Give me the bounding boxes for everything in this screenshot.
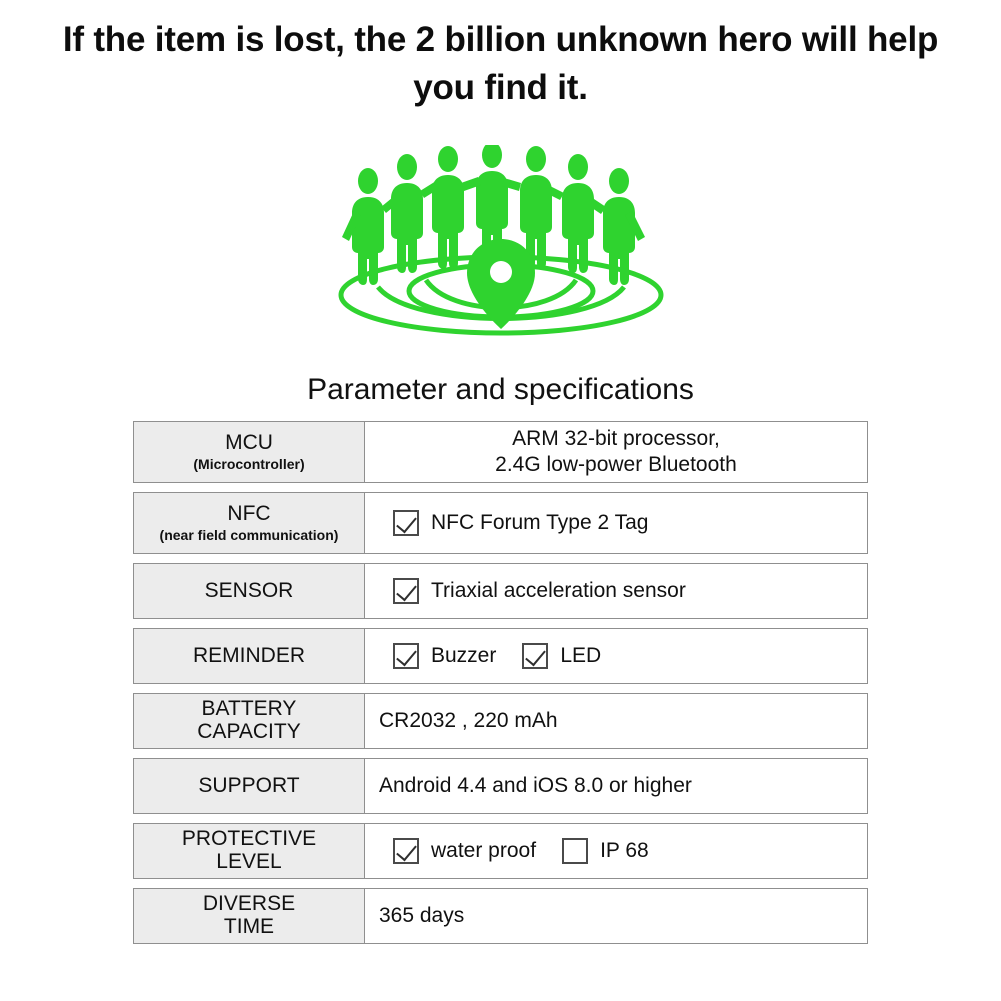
table-row [133,758,868,814]
checkbox-led[interactable] [522,643,548,669]
row-value-battery [365,693,868,749]
protective-check-group [393,838,649,864]
row-value-reminder-buzzer: Buzzer [431,643,497,667]
row-value-mcu-line2: 2.4G low-power Bluetooth [495,452,737,476]
row-label-battery [133,693,365,749]
row-value-mcu [365,421,868,483]
hero-illustration [0,135,1001,365]
row-value-protective [365,823,868,879]
table-row [133,628,868,684]
row-value-reminder [365,628,868,684]
row-value-reminder-led: LED [560,643,602,667]
row-value-nfc [365,492,868,554]
row-label-nfc-main: NFC [227,502,271,526]
checkbox-buzzer[interactable] [393,643,419,669]
row-value-support [365,758,868,814]
row-value-protective-waterproof: water proof [431,838,537,862]
specifications-table [133,421,868,944]
row-label-protective [133,823,365,879]
table-row [133,888,868,944]
row-label-support [133,758,365,814]
table-row [133,563,868,619]
row-value-diverse [365,888,868,944]
row-value-sensor-text: Triaxial acceleration sensor [431,578,686,602]
reminder-check-group [393,643,601,669]
row-label-mcu-sub: (Microcontroller) [193,455,305,472]
row-value-battery-text: CR2032 , 220 mAh [379,708,558,732]
people-around-globe-location-pin-icon [336,145,666,355]
row-label-diverse-line2: TIME [223,914,275,938]
row-label-sensor-main: SENSOR [204,578,294,602]
checkbox-ip68[interactable] [562,838,588,864]
row-value-diverse-text: 365 days [379,903,465,927]
row-value-protective-ip68: IP 68 [600,838,649,862]
nfc-check-group [393,510,648,536]
checkbox-water-proof[interactable] [393,838,419,864]
table-row [133,492,868,554]
row-label-mcu-main: MCU [225,431,273,455]
row-label-support-main: SUPPORT [198,773,300,797]
table-row [133,693,868,749]
row-value-sensor [365,563,868,619]
row-label-reminder [133,628,365,684]
section-title: Parameter and specifications [307,372,694,406]
checkbox-sensor[interactable] [393,578,419,604]
row-label-nfc-sub: (near field communication) [159,526,339,543]
table-row [133,421,868,483]
table-row [133,823,868,879]
row-value-mcu-line1: ARM 32-bit processor, [512,427,720,451]
page-headline: If the item is lost, the 2 billion unknown hero will help you find it. [62,20,939,108]
row-label-sensor [133,563,365,619]
row-label-diverse [133,888,365,944]
row-label-battery-line1: BATTERY [201,697,297,721]
row-label-mcu [133,421,365,483]
row-label-reminder-main: REMINDER [192,643,305,667]
row-value-nfc-text: NFC Forum Type 2 Tag [431,510,649,534]
sensor-check-group [393,578,686,604]
row-label-protective-line2: LEVEL [216,849,282,873]
row-label-battery-line2: CAPACITY [197,719,301,743]
row-label-protective-line1: PROTECTIVE [181,827,317,851]
row-value-support-text: Android 4.4 and iOS 8.0 or higher [379,773,692,797]
row-label-nfc [133,492,365,554]
row-label-diverse-line1: DIVERSE [202,892,296,916]
checkbox-nfc[interactable] [393,510,419,536]
